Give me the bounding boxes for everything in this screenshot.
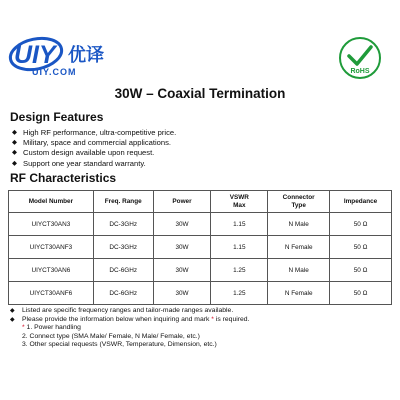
notes-section	[10, 307, 390, 350]
diamond-bullet-icon: ◆	[12, 159, 17, 167]
header-connector	[268, 191, 330, 213]
note-subitem: 2. Connect type (SMA Male/ Female, N Male/ Female, etc.)	[22, 332, 200, 340]
design-features-list	[12, 128, 176, 169]
cell-power: 30W	[153, 236, 211, 259]
cell-model: UIYCT30ANF6	[9, 282, 94, 305]
cell-impedance: 50 Ω	[330, 282, 392, 305]
header-freq: Freq. Range	[93, 191, 153, 213]
note-text	[22, 316, 249, 325]
cell-freq: DC-3GHz	[93, 236, 153, 259]
header-vswr-line1: VSWR	[229, 194, 249, 201]
note-text-after: is required.	[215, 315, 250, 323]
feature-text: Support one year standard warranty.	[23, 158, 146, 168]
table-row	[9, 236, 392, 259]
cell-vswr: 1.25	[211, 282, 268, 305]
diamond-bullet-icon: ◆	[10, 316, 15, 323]
note-text: Listed are specific frequency ranges and tailor-made ranges available.	[22, 307, 234, 314]
note-text-before: Please provide the information below when inquiring and mark	[22, 315, 210, 323]
cell-power: 30W	[153, 282, 211, 305]
feature-text: Military, space and commercial applications.	[23, 138, 171, 148]
list-item	[12, 138, 176, 148]
cell-freq: DC-6GHz	[93, 282, 153, 305]
header-model: Model Number	[9, 191, 94, 213]
note-item	[10, 316, 390, 325]
page-title: 30W – Coaxial Termination	[114, 86, 286, 101]
header-power: Power	[153, 191, 211, 213]
cell-model: UIYCT30ANF3	[9, 236, 94, 259]
feature-text: High RF performance, ultra-competitive price.	[23, 128, 177, 137]
rohs-badge	[338, 36, 382, 80]
logo-url-text: UIY.COM	[32, 67, 77, 77]
cell-freq: DC-6GHz	[93, 259, 153, 282]
cell-vswr: 1.15	[211, 213, 268, 236]
cell-vswr: 1.15	[211, 236, 268, 259]
feature-text: Custom design available upon request.	[23, 148, 155, 158]
diamond-bullet-icon: ◆	[12, 149, 17, 157]
table-row	[9, 259, 392, 282]
list-item	[12, 148, 176, 158]
cell-vswr: 1.25	[211, 259, 268, 282]
diamond-bullet-icon: ◆	[12, 129, 17, 136]
cell-power: 30W	[153, 259, 211, 282]
header-vswr	[211, 191, 268, 213]
rf-characteristics-heading: RF Characteristics	[10, 171, 117, 185]
logo-chinese-text: 优译	[68, 45, 104, 66]
note-subitem: 3. Other special requests (VSWR, Temperature, Dimension, etc.)	[22, 341, 217, 349]
required-star: *	[211, 315, 214, 323]
cell-freq: DC-3GHz	[93, 213, 153, 236]
rohs-text: RoHS	[350, 68, 370, 75]
cell-model: UIYCT30AN6	[9, 259, 94, 282]
header-impedance: Impedance	[330, 191, 392, 213]
header-vswr-line2: Max	[233, 201, 246, 209]
list-item	[12, 128, 176, 138]
diamond-bullet-icon: ◆	[10, 308, 15, 314]
rf-characteristics-table	[8, 190, 392, 305]
note-subitem	[10, 324, 390, 333]
cell-impedance: 50 Ω	[330, 259, 392, 282]
note-subitem-text: 1. Power handling	[26, 324, 81, 332]
check-mark-icon	[349, 47, 371, 64]
uiy-logo	[6, 34, 118, 78]
cell-connector: N Female	[268, 282, 330, 305]
required-star: *	[22, 324, 25, 332]
table-row	[9, 282, 392, 305]
table-header-row	[9, 191, 392, 213]
list-item	[12, 159, 176, 169]
table-row	[9, 213, 392, 236]
note-item	[10, 307, 390, 316]
header-connector-line2: Type	[291, 201, 306, 209]
cell-connector: N Female	[268, 236, 330, 259]
logo-brand-text: UIY	[14, 41, 56, 69]
cell-impedance: 50 Ω	[330, 236, 392, 259]
cell-impedance: 50 Ω	[330, 213, 392, 236]
diamond-bullet-icon: ◆	[12, 139, 17, 147]
cell-connector: N Male	[268, 259, 330, 282]
header-connector-line1: Connector	[282, 194, 315, 201]
cell-model: UIYCT30AN3	[9, 213, 94, 236]
cell-connector: N Male	[268, 213, 330, 236]
design-features-heading: Design Features	[10, 110, 104, 124]
cell-power: 30W	[153, 213, 211, 236]
